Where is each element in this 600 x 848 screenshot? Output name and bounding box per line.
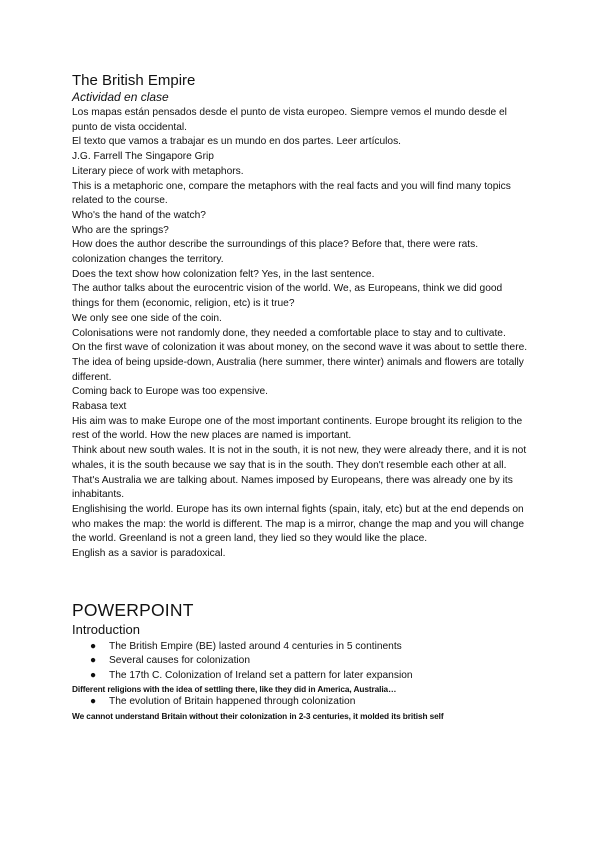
paragraph: Colonisations were not randomly done, they needed a comfortable place to stay and to cultivate. (72, 327, 506, 339)
paragraph: This is a metaphoric one, compare the metaphors with the real facts and you will find many topics related to the course. (72, 180, 511, 207)
bullet-list (72, 640, 532, 684)
class-notes (72, 106, 532, 562)
list-item (90, 695, 532, 710)
list-item-text: The 17th C. Colonization of Ireland set a pattern for later expansion (109, 669, 413, 681)
bullet-icon: ● (90, 669, 97, 681)
bullet-icon: ● (90, 655, 97, 667)
paragraph: Think about new south wales. It is not in the south, it is not new, they were already there, and it is not whales, it is the south because we say that is in the south. They don't resemble each other at all. That's Australia we are talking about. Names imposed by Europeans, there was already one by its inhabitants. (72, 445, 527, 501)
paragraph: The author talks about the eurocentric vision of the world. We, as Europeans, think we did good things for them (economic, religion, etc) is it true? (72, 283, 503, 310)
bullet-icon: ● (90, 696, 97, 708)
paragraph: J.G. Farrell The Singapore Grip (72, 151, 214, 163)
paragraph: Does the text show how colonization felt? Yes, in the last sentence. (72, 268, 375, 280)
document-page (72, 72, 532, 722)
paragraph: On the first wave of colonization it was about money, on the second wave it was about to settle there. (72, 342, 528, 354)
bullet-icon: ● (90, 640, 97, 652)
document-subtitle: Actividad en clase (72, 90, 169, 104)
paragraph: Englishising the world. Europe has its own internal fights (spain, italy, etc) but at the end depends on who makes the map: the world is different. The map is a mirror, change the map and you will change the world. Greenland is not a green land, they lied so they would like the place. (72, 503, 525, 545)
list-item-text: The British Empire (BE) lasted around 4 centuries in 5 continents (109, 640, 402, 652)
paragraph: Literary piece of work with metaphors. (72, 165, 244, 177)
document-title: The British Empire (72, 72, 196, 89)
paragraph: The idea of being upside-down, Australia (here summer, there winter) animals and flowers are totally different. (72, 356, 524, 383)
section-title: Introduction (72, 621, 140, 637)
paragraph: Coming back to Europe was too expensive. (72, 386, 268, 398)
list-item (90, 640, 532, 655)
paragraph: Who's the hand of the watch? (72, 209, 206, 221)
list-item-text: Several causes for colonization (109, 655, 251, 667)
paragraph: His aim was to make Europe one of the most important continents. Europe brought its religion to the rest of the world. How the new places are named is important. (72, 415, 523, 442)
bullet-list (72, 695, 532, 710)
note: Different religions with the idea of settling there, like they did in America, Australia… (72, 684, 397, 695)
paragraph: English as a savior is paradoxical. (72, 548, 226, 560)
powerpoint-heading: POWERPOINT (72, 599, 194, 620)
paragraph: How does the author describe the surroundings of this place? Before that, there were rats. colonization changes the territory. (72, 239, 479, 266)
paragraph: El texto que vamos a trabajar es un mundo en dos partes. Leer artículos. (72, 136, 402, 148)
paragraph: Rabasa text (72, 401, 127, 413)
list-item-text: The evolution of Britain happened through colonization (109, 696, 356, 708)
paragraph: We only see one side of the coin. (72, 312, 222, 324)
note: We cannot understand Britain without their colonization in 2-3 centuries, it molded its british self (72, 710, 444, 721)
paragraph: Who are the springs? (72, 224, 169, 236)
paragraph: Los mapas están pensados desde el punto de vista europeo. Siempre vemos el mundo desde el punto de vista occidental. (72, 107, 507, 133)
list-item (90, 654, 532, 669)
list-item (90, 669, 532, 684)
